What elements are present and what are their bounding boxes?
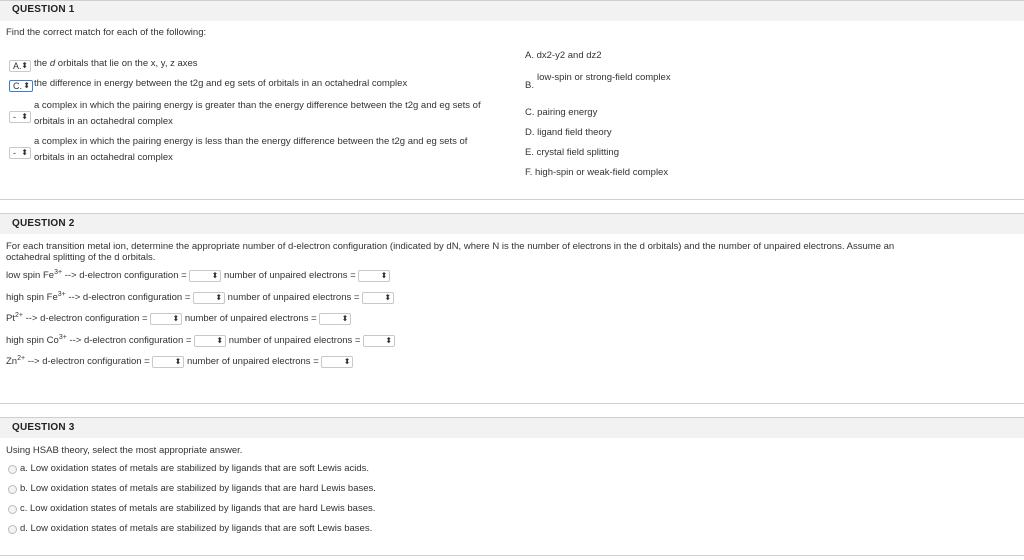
question-2-prompt-line1: For each transition metal ion, determine the appropriate number of d-electron configuration (indicated by dN, where N is the number of electrons in the d orbitals) and the number of unpaired electrons. Assume an [6,241,895,252]
q2-unpaired-select-3[interactable]: ⬍ [319,313,351,325]
q1-item-2 [9,77,33,95]
q1-answer-a: A. dx2-y2 and dz2 [525,50,602,61]
q1-item-4-line1: a complex in which the pairing energy is less than the energy difference between the t2g and eg sets of [34,136,468,147]
question-1-prompt: Find the correct match for each of the following: [6,27,207,38]
q1-answer-b-text: low-spin or strong-field complex [537,72,671,83]
q1-item-3-line1: a complex in which the pairing energy is greater than the energy difference between the t2g and eg sets of [34,100,481,111]
q1-item-3-line2: orbitals in an octahedral complex [34,116,173,127]
divider [0,403,1024,404]
q3-radio-d[interactable] [8,525,17,534]
q3-option-d: d. Low oxidation states of metals are stabilized by ligands that are soft Lewis bases. [20,523,373,534]
q1-item-2-text: the difference in energy between the t2g and eg sets of orbitals in an octahedral complex [34,78,408,89]
divider [0,555,1024,556]
q2-unpaired-select-4[interactable]: ⬍ [363,335,395,347]
q2-config-select-3[interactable]: ⬍ [150,313,182,325]
q2-config-select-2[interactable]: ⬍ [193,292,225,304]
q3-radio-c[interactable] [8,505,17,514]
q1-answer-b-letter: B. [525,80,534,91]
question-3-title: QUESTION 3 [12,422,75,433]
q2-config-select-4[interactable]: ⬍ [194,335,226,347]
q2-row-5: $Zn^{2+}$ --> d-electron configuration = ⬍ number of unpaired electrons = ⬍ [6,355,353,368]
q1-item-3 [9,108,31,126]
q1-item-4-line2: orbitals in an octahedral complex [34,152,173,163]
q1-select-2[interactable]: C. ⬍ [9,80,33,92]
q3-radio-b[interactable] [8,485,17,494]
q1-select-1[interactable]: A. ⬍ [9,60,31,72]
q1-item-4 [9,144,31,162]
q2-row-3: $Pt^{2+}$ --> d-electron configuration = ⬍ number of unpaired electrons = ⬍ [6,312,351,325]
q3-option-c: c. Low oxidation states of metals are stabilized by ligands that are hard Lewis bases. [20,503,376,514]
q3-option-a: a. Low oxidation states of metals are stabilized by ligands that are soft Lewis acids. [20,463,370,474]
q1-select-4[interactable]: - ⬍ [9,147,31,159]
q2-config-select-1[interactable]: ⬍ [189,270,221,282]
q2-row-2: high spin $Fe^{3+}$ --> d-electron configuration = ⬍ number of unpaired electrons = ⬍ [6,291,394,304]
q1-select-3[interactable]: - ⬍ [9,111,31,123]
q1-answer-d: D. ligand field theory [525,127,612,138]
question-2-prompt-line2: octahedral splitting of the d orbitals. [6,252,156,263]
q1-item-1-text: the d orbitals that lie on the x, y, z axes [34,58,198,69]
q2-unpaired-select-1[interactable]: ⬍ [358,270,390,282]
q1-answer-c: C. pairing energy [525,107,598,118]
q2-row-4: high spin $Co^{3+}$ --> d-electron configuration = ⬍ number of unpaired electrons = ⬍ [6,334,395,347]
question-1-header [0,0,1024,21]
q1-answer-e: E. crystal field splitting [525,147,619,158]
q1-answer-f: F. high-spin or weak-field complex [525,167,669,178]
q2-unpaired-select-5[interactable]: ⬍ [321,356,353,368]
question-1-title: QUESTION 1 [12,4,75,15]
q2-config-select-5[interactable]: ⬍ [152,356,184,368]
q2-unpaired-select-2[interactable]: ⬍ [362,292,394,304]
q1-item-1 [9,57,31,75]
divider [0,199,1024,200]
question-3-prompt: Using HSAB theory, select the most appropriate answer. [6,445,243,456]
question-3-header [0,417,1024,438]
q3-radio-a[interactable] [8,465,17,474]
q2-row-1: low spin $Fe^{3+}$ --> d-electron configuration = ⬍ number of unpaired electrons = ⬍ [6,269,390,282]
question-2-header [0,213,1024,234]
question-2-title: QUESTION 2 [12,218,75,229]
q3-option-b: b. Low oxidation states of metals are stabilized by ligands that are hard Lewis bases. [20,483,376,494]
